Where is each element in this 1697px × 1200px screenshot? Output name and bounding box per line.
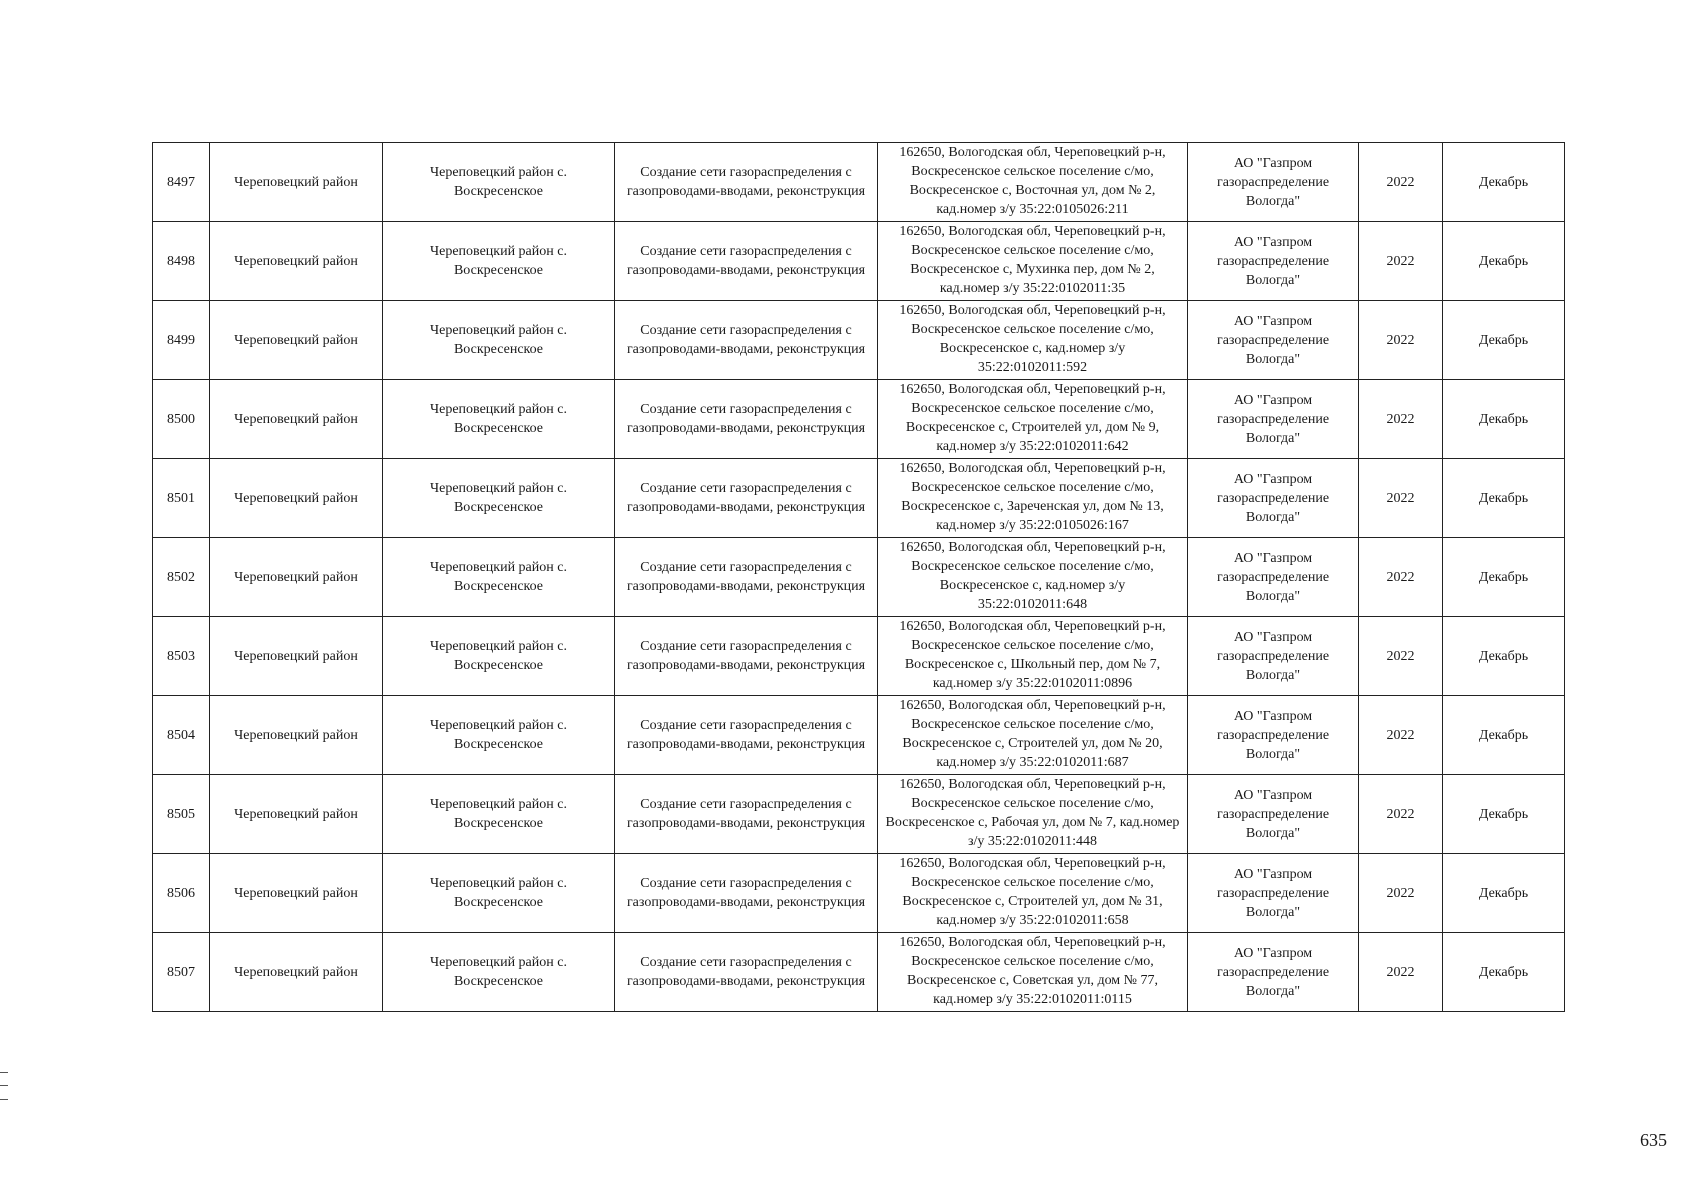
- district-cell: Череповецкий район: [210, 222, 383, 301]
- district-cell: Череповецкий район: [210, 538, 383, 617]
- table-row: [153, 459, 1565, 538]
- month-cell: Декабрь: [1443, 696, 1565, 775]
- year-cell: 2022: [1359, 696, 1443, 775]
- row-number-cell: 8504: [153, 696, 210, 775]
- table-row: [153, 854, 1565, 933]
- address-cell: 162650, Вологодская обл, Череповецкий р-н, Воскресенское сельское поселение с/мо, Воскресенское с, Мухинка пер, дом № 2, кад.номер з/у 35:22:0102011:35: [878, 222, 1188, 301]
- month-cell: Декабрь: [1443, 617, 1565, 696]
- year-cell: 2022: [1359, 617, 1443, 696]
- table-body: [153, 143, 1565, 1012]
- locality-cell: Череповецкий район с. Воскресенское: [383, 617, 615, 696]
- year-cell: 2022: [1359, 380, 1443, 459]
- organization-cell: АО "Газпром газораспределение Вологда": [1188, 459, 1359, 538]
- address-cell: 162650, Вологодская обл, Череповецкий р-н, Воскресенское сельское поселение с/мо, Воскресенское с, Строителей ул, дом № 9, кад.номер з/у 35:22:0102011:642: [878, 380, 1188, 459]
- work-type-cell: Создание сети газораспределения с газопроводами-вводами, реконструкция: [615, 933, 878, 1012]
- address-cell: 162650, Вологодская обл, Череповецкий р-н, Воскресенское сельское поселение с/мо, Воскресенское с, Строителей ул, дом № 20, кад.номер з/у 35:22:0102011:687: [878, 696, 1188, 775]
- year-cell: 2022: [1359, 143, 1443, 222]
- row-number-cell: 8497: [153, 143, 210, 222]
- locality-cell: Череповецкий район с. Воскресенское: [383, 538, 615, 617]
- work-type-cell: Создание сети газораспределения с газопроводами-вводами, реконструкция: [615, 696, 878, 775]
- month-cell: Декабрь: [1443, 854, 1565, 933]
- month-cell: Декабрь: [1443, 301, 1565, 380]
- month-cell: Декабрь: [1443, 222, 1565, 301]
- organization-cell: АО "Газпром газораспределение Вологда": [1188, 933, 1359, 1012]
- address-cell: 162650, Вологодская обл, Череповецкий р-н, Воскресенское сельское поселение с/мо, Воскресенское с, Строителей ул, дом № 31, кад.номер з/у 35:22:0102011:658: [878, 854, 1188, 933]
- year-cell: 2022: [1359, 933, 1443, 1012]
- address-cell: 162650, Вологодская обл, Череповецкий р-н, Воскресенское сельское поселение с/мо, Воскресенское с, Советская ул, дом № 77, кад.номер з/у 35:22:0102011:0115: [878, 933, 1188, 1012]
- row-number-cell: 8501: [153, 459, 210, 538]
- locality-cell: Череповецкий район с. Воскресенское: [383, 143, 615, 222]
- year-cell: 2022: [1359, 301, 1443, 380]
- district-cell: Череповецкий район: [210, 617, 383, 696]
- page-number: 635: [1640, 1130, 1667, 1150]
- address-cell: 162650, Вологодская обл, Череповецкий р-н, Воскресенское сельское поселение с/мо, Воскресенское с, Школьный пер, дом № 7, кад.номер з/у 35:22:0102011:0896: [878, 617, 1188, 696]
- locality-cell: Череповецкий район с. Воскресенское: [383, 459, 615, 538]
- month-cell: Декабрь: [1443, 380, 1565, 459]
- row-number-cell: 8500: [153, 380, 210, 459]
- margin-scan-mark: [0, 1072, 8, 1100]
- organization-cell: АО "Газпром газораспределение Вологда": [1188, 222, 1359, 301]
- work-type-cell: Создание сети газораспределения с газопроводами-вводами, реконструкция: [615, 617, 878, 696]
- address-cell: 162650, Вологодская обл, Череповецкий р-н, Воскресенское сельское поселение с/мо, Воскресенское с, кад.номер з/у 35:22:0102011:592: [878, 301, 1188, 380]
- row-number-cell: 8506: [153, 854, 210, 933]
- work-type-cell: Создание сети газораспределения с газопроводами-вводами, реконструкция: [615, 222, 878, 301]
- month-cell: Декабрь: [1443, 143, 1565, 222]
- locality-cell: Череповецкий район с. Воскресенское: [383, 775, 615, 854]
- organization-cell: АО "Газпром газораспределение Вологда": [1188, 696, 1359, 775]
- address-cell: 162650, Вологодская обл, Череповецкий р-н, Воскресенское сельское поселение с/мо, Воскресенское с, кад.номер з/у 35:22:0102011:648: [878, 538, 1188, 617]
- work-type-cell: Создание сети газораспределения с газопроводами-вводами, реконструкция: [615, 301, 878, 380]
- work-type-cell: Создание сети газораспределения с газопроводами-вводами, реконструкция: [615, 143, 878, 222]
- table-row: [153, 696, 1565, 775]
- address-cell: 162650, Вологодская обл, Череповецкий р-н, Воскресенское сельское поселение с/мо, Воскресенское с, Зареченская ул, дом № 13, кад.номер з/у 35:22:0105026:167: [878, 459, 1188, 538]
- work-type-cell: Создание сети газораспределения с газопроводами-вводами, реконструкция: [615, 854, 878, 933]
- locality-cell: Череповецкий район с. Воскресенское: [383, 854, 615, 933]
- organization-cell: АО "Газпром газораспределение Вологда": [1188, 301, 1359, 380]
- table-row: [153, 301, 1565, 380]
- row-number-cell: 8498: [153, 222, 210, 301]
- year-cell: 2022: [1359, 775, 1443, 854]
- locality-cell: Череповецкий район с. Воскресенское: [383, 933, 615, 1012]
- month-cell: Декабрь: [1443, 538, 1565, 617]
- work-type-cell: Создание сети газораспределения с газопроводами-вводами, реконструкция: [615, 380, 878, 459]
- work-type-cell: Создание сети газораспределения с газопроводами-вводами, реконструкция: [615, 775, 878, 854]
- year-cell: 2022: [1359, 222, 1443, 301]
- address-cell: 162650, Вологодская обл, Череповецкий р-н, Воскресенское сельское поселение с/мо, Воскресенское с, Восточная ул, дом № 2, кад.номер з/у 35:22:0105026:211: [878, 143, 1188, 222]
- row-number-cell: 8503: [153, 617, 210, 696]
- district-cell: Череповецкий район: [210, 143, 383, 222]
- row-number-cell: 8499: [153, 301, 210, 380]
- table-row: [153, 775, 1565, 854]
- organization-cell: АО "Газпром газораспределение Вологда": [1188, 538, 1359, 617]
- organization-cell: АО "Газпром газораспределение Вологда": [1188, 143, 1359, 222]
- organization-cell: АО "Газпром газораспределение Вологда": [1188, 854, 1359, 933]
- year-cell: 2022: [1359, 459, 1443, 538]
- row-number-cell: 8502: [153, 538, 210, 617]
- gas-network-table: [152, 142, 1565, 1012]
- address-cell: 162650, Вологодская обл, Череповецкий р-н, Воскресенское сельское поселение с/мо, Воскресенское с, Рабочая ул, дом № 7, кад.номер з/у 35:22:0102011:448: [878, 775, 1188, 854]
- table-row: [153, 933, 1565, 1012]
- year-cell: 2022: [1359, 854, 1443, 933]
- locality-cell: Череповецкий район с. Воскресенское: [383, 301, 615, 380]
- row-number-cell: 8507: [153, 933, 210, 1012]
- district-cell: Череповецкий район: [210, 380, 383, 459]
- row-number-cell: 8505: [153, 775, 210, 854]
- organization-cell: АО "Газпром газораспределение Вологда": [1188, 775, 1359, 854]
- month-cell: Декабрь: [1443, 459, 1565, 538]
- work-type-cell: Создание сети газораспределения с газопроводами-вводами, реконструкция: [615, 538, 878, 617]
- month-cell: Декабрь: [1443, 933, 1565, 1012]
- district-cell: Череповецкий район: [210, 933, 383, 1012]
- table-row: [153, 380, 1565, 459]
- district-cell: Череповецкий район: [210, 459, 383, 538]
- organization-cell: АО "Газпром газораспределение Вологда": [1188, 617, 1359, 696]
- table-row: [153, 143, 1565, 222]
- district-cell: Череповецкий район: [210, 301, 383, 380]
- district-cell: Череповецкий район: [210, 854, 383, 933]
- district-cell: Череповецкий район: [210, 775, 383, 854]
- locality-cell: Череповецкий район с. Воскресенское: [383, 380, 615, 459]
- locality-cell: Череповецкий район с. Воскресенское: [383, 696, 615, 775]
- work-type-cell: Создание сети газораспределения с газопроводами-вводами, реконструкция: [615, 459, 878, 538]
- month-cell: Декабрь: [1443, 775, 1565, 854]
- table-row: [153, 538, 1565, 617]
- organization-cell: АО "Газпром газораспределение Вологда": [1188, 380, 1359, 459]
- year-cell: 2022: [1359, 538, 1443, 617]
- locality-cell: Череповецкий район с. Воскресенское: [383, 222, 615, 301]
- table-row: [153, 617, 1565, 696]
- table-row: [153, 222, 1565, 301]
- district-cell: Череповецкий район: [210, 696, 383, 775]
